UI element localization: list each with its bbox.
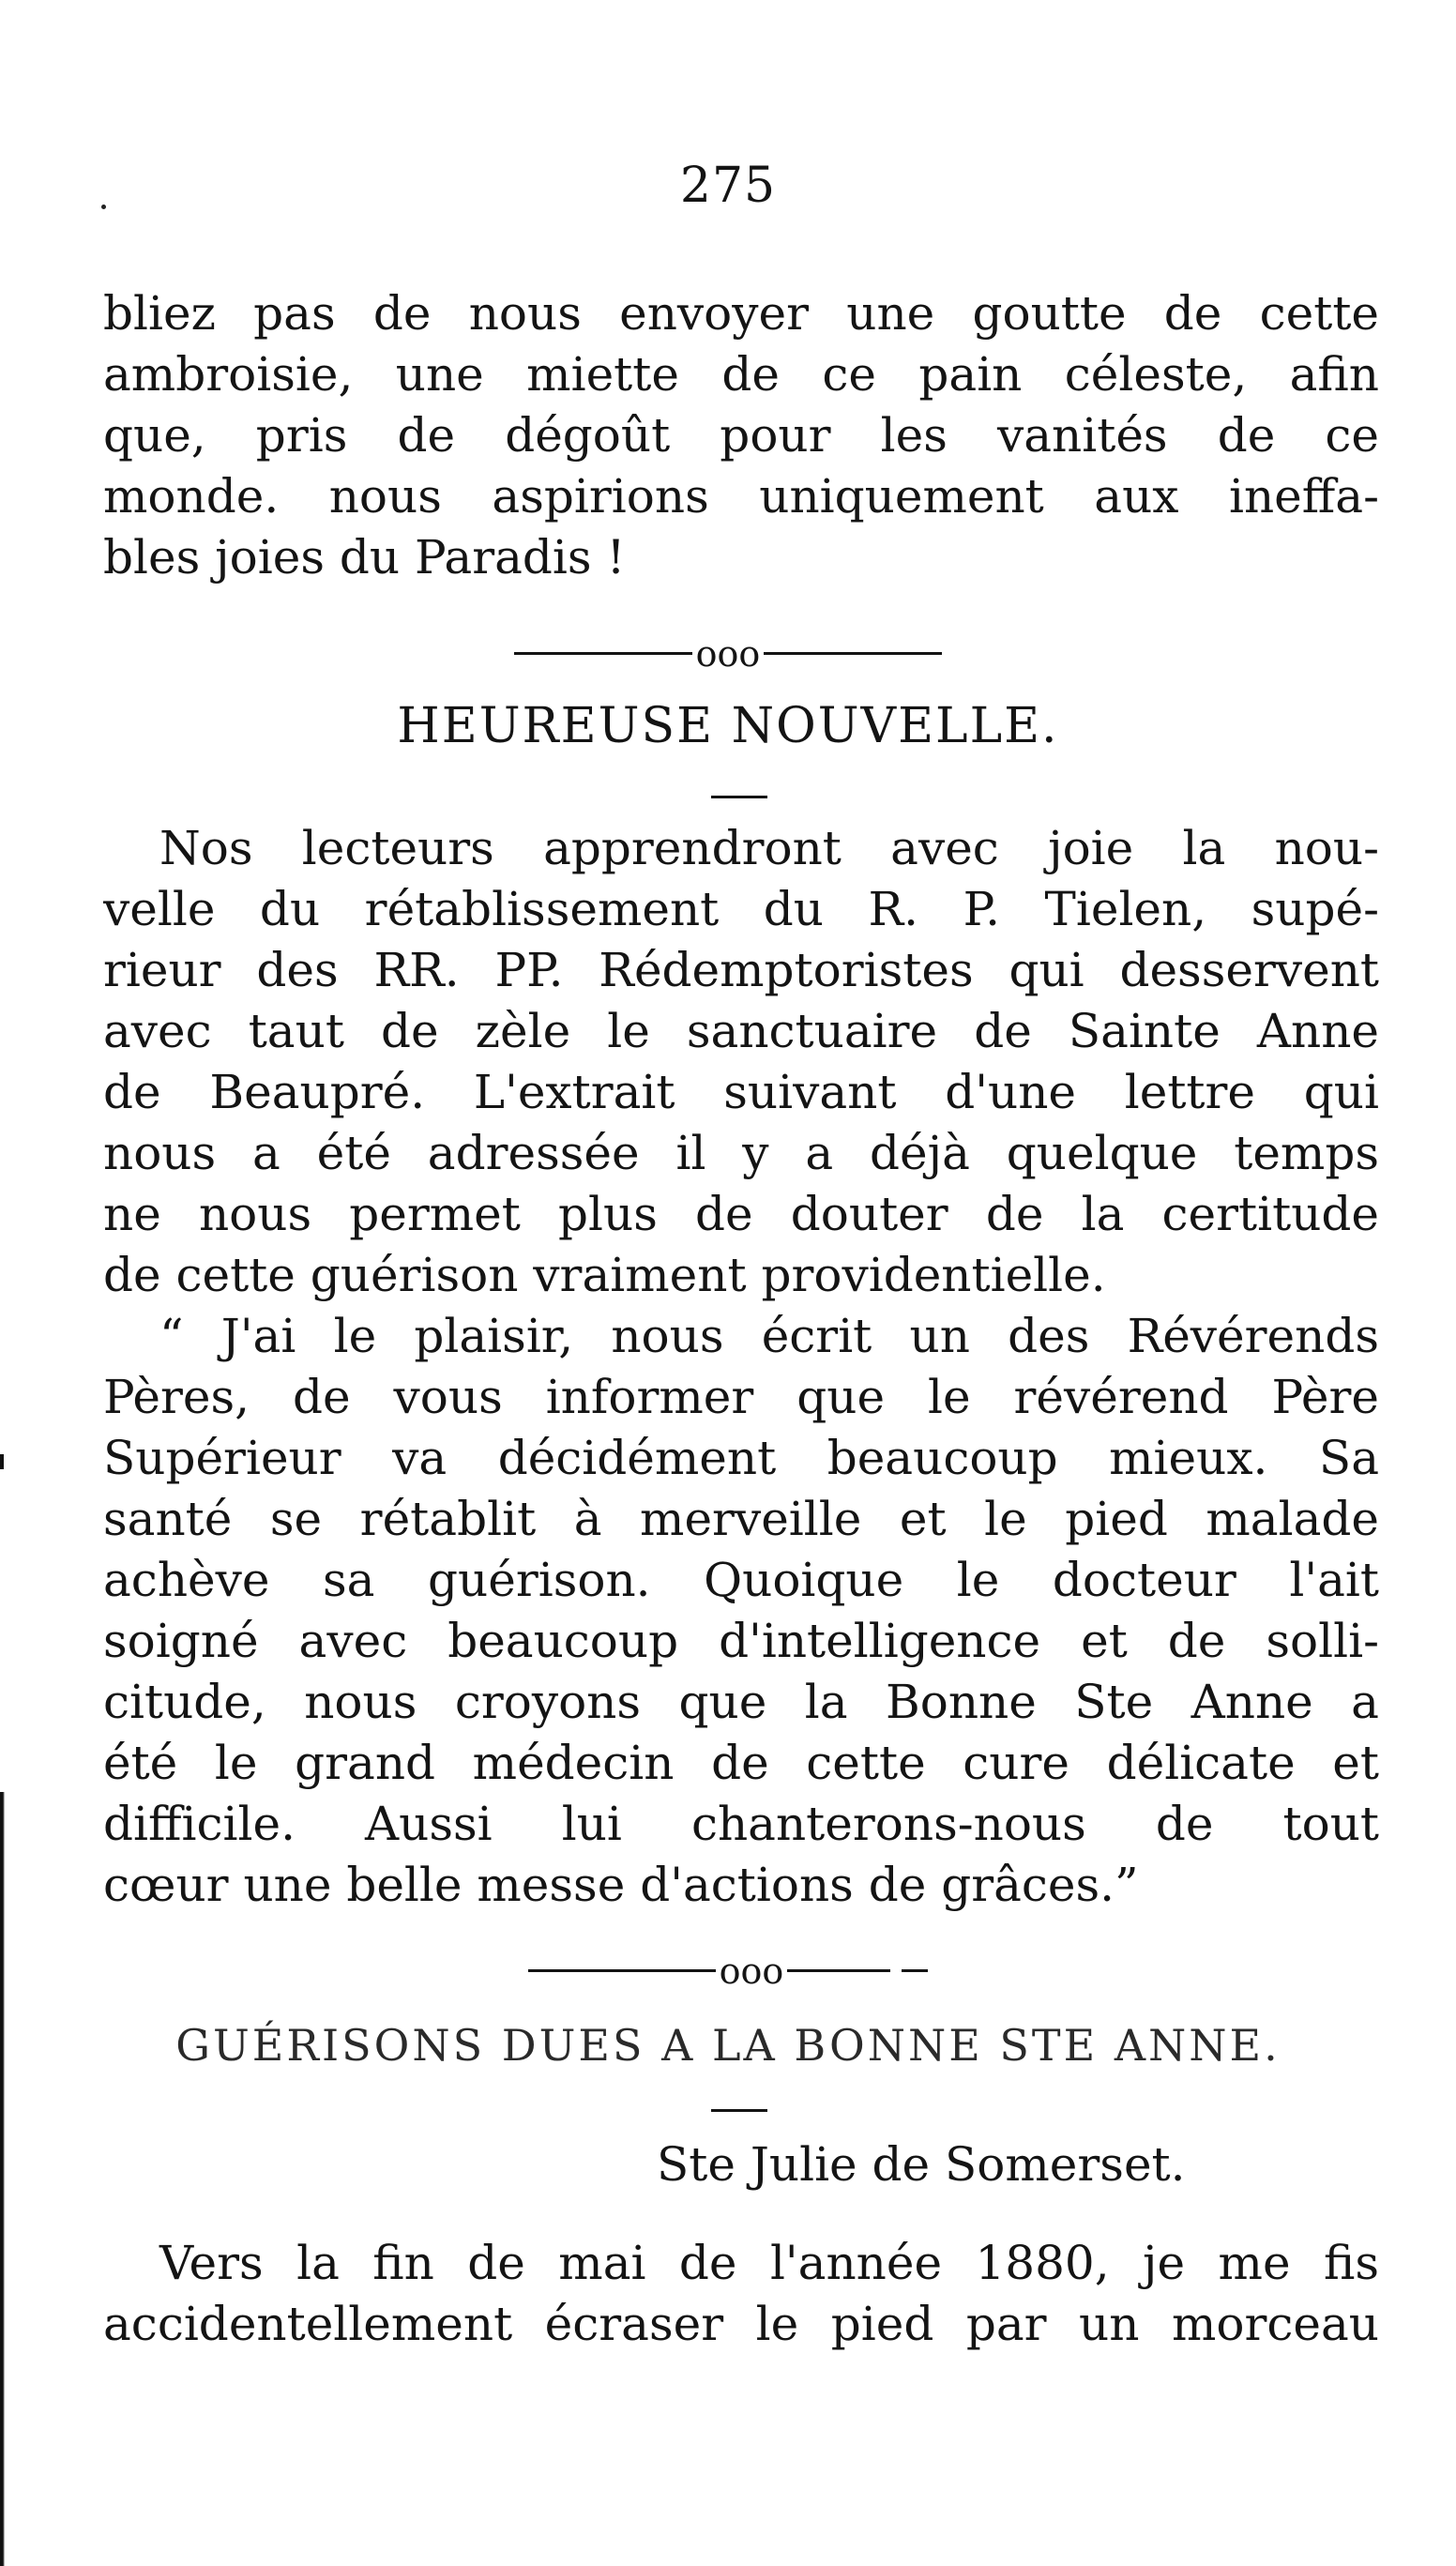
title-underline [711, 2109, 767, 2112]
section-separator [0, 1944, 1456, 1995]
section-1-paragraph-2 [103, 1306, 1379, 1916]
title-underline [711, 796, 767, 798]
text-line: été le grand médecin de cette cure délicate et [103, 1736, 1379, 1790]
text-line: de Beaupré. L'extrait suivant d'une lettre qui [103, 1065, 1379, 1119]
text-line: “ J'ai le plaisir, nous écrit un des Révérends [159, 1309, 1379, 1363]
text-line: soigné avec beaucoup d'intelligence et de solli- [103, 1614, 1379, 1668]
text-line: ne nous permet plus de douter de la certitude [103, 1187, 1379, 1241]
text-line: rieur des RR. PP. Rédemptoristes qui desservent [103, 943, 1379, 997]
separator-ornament: ooo [695, 632, 761, 675]
separator-rule-tail [902, 1969, 928, 1972]
separator-rule-right [787, 1969, 890, 1972]
text-line: velle du rétablissement du R. P. Tielen, supé- [103, 882, 1379, 936]
separator-rule-right [764, 652, 942, 655]
text-line: bliez pas de nous envoyer une goutte de cette [103, 286, 1379, 341]
text-line: difficile. Aussi lui chanterons-nous de tout [103, 1797, 1379, 1851]
scan-edge-shadow [0, 1792, 5, 2566]
text-line: Supérieur va décidément beaucoup mieux. Sa [103, 1431, 1379, 1485]
text-line: accidentellement écraser le pied par un morceau [103, 2297, 1379, 2351]
separator-ornament: ooo [719, 1950, 784, 1992]
section-separator [0, 627, 1456, 677]
separator-rule-left [514, 652, 692, 655]
text-line: Vers la fin de mai de l'année 1880, je me fis [159, 2236, 1379, 2290]
text-line: santé se rétablit à merveille et le pied malade [103, 1492, 1379, 1546]
text-line: monde. nous aspirions uniquement aux ineffa- [103, 469, 1379, 524]
text-line: avec taut de zèle le sanctuaire de Sainte Anne [103, 1004, 1379, 1058]
text-line: de cette guérison vraiment providentielle. [103, 1248, 1106, 1302]
text-line: que, pris de dégoût pour les vanités de ce [103, 408, 1379, 463]
section-2-paragraph-1 [103, 2233, 1379, 2355]
scan-edge-mark [0, 1454, 4, 1469]
text-line: Nos lecteurs apprendront avec joie la nou- [159, 821, 1379, 875]
text-line: achève sa guérison. Quoique le docteur l'ait [103, 1553, 1379, 1607]
dateline: Ste Julie de Somerset. [657, 2137, 1186, 2192]
text-line: bles joies du Paradis ! [103, 530, 626, 585]
section-title: GUÉRISONS DUES A LA BONNE STE ANNE. [175, 2020, 1281, 2071]
text-line: cœur une belle messe d'actions de grâces.” [103, 1858, 1139, 1912]
section-title: HEUREUSE NOUVELLE. [397, 698, 1059, 754]
intro-paragraph [103, 283, 1379, 588]
separator-rule-left [528, 1969, 716, 1972]
text-line: Pères, de vous informer que le révérend Père [103, 1370, 1379, 1424]
page-number: 275 [679, 158, 777, 214]
section-1-paragraph-1 [103, 818, 1379, 1306]
text-line: ambroisie, une miette de ce pain céleste, afin [103, 347, 1379, 402]
text-line: nous a été adressée il y a déjà quelque temps [103, 1126, 1379, 1180]
text-line: citude, nous croyons que la Bonne Ste Anne a [103, 1675, 1379, 1729]
